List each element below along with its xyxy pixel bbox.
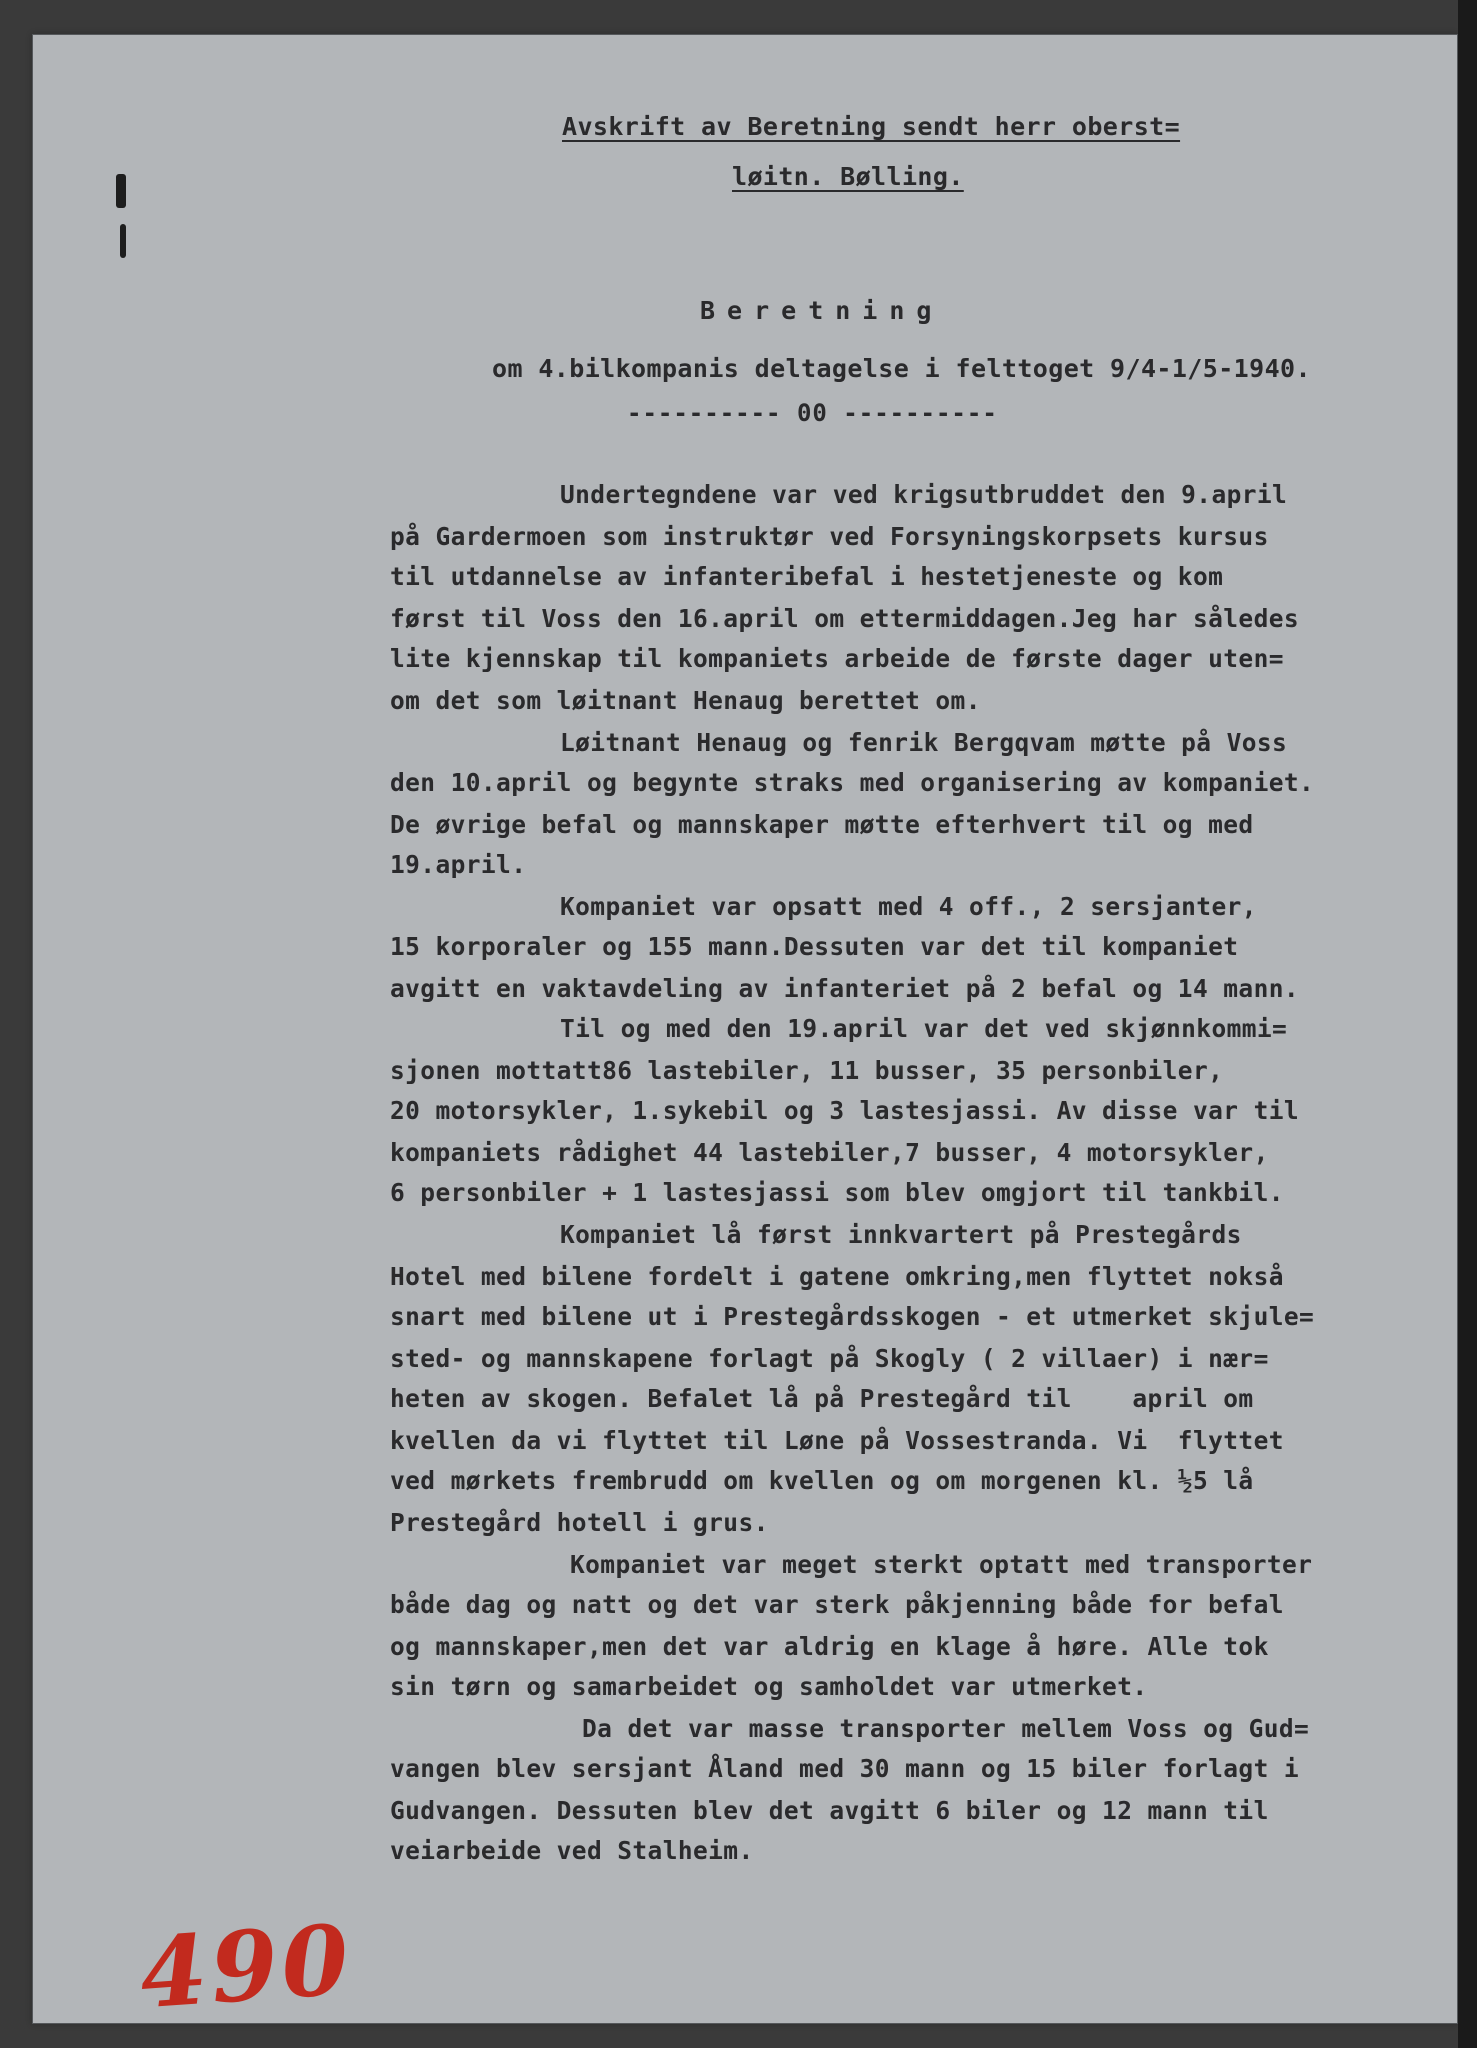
body-line: 20 motorsykler, 1.sykebil og 3 lastesjassi. Av disse var til: [390, 1096, 1300, 1125]
body-line: Undertegndene var ved krigsutbruddet den 9.april: [560, 480, 1288, 509]
heading: Beretning: [700, 296, 944, 325]
body-line: veiarbeide ved Stalheim.: [390, 1836, 754, 1865]
body-line: Kompaniet var meget sterkt optatt med transporter: [570, 1550, 1313, 1579]
document-page: [32, 34, 1458, 2031]
body-line: til utdannelse av infanteribefal i hestetjeneste og kom: [390, 562, 1224, 591]
body-line: sted- og mannskapene forlagt på Skogly ( 2 villaer) i nær=: [390, 1344, 1269, 1373]
body-line: 6 personbiler + 1 lastesjassi som blev omgjort til tankbil.: [390, 1178, 1284, 1207]
body-line: Løitnant Henaug og fenrik Bergqvam møtte på Voss: [560, 728, 1288, 757]
body-line: Kompaniet var opsatt med 4 off., 2 sersjanter,: [560, 892, 1257, 921]
body-line: Prestegård hotell i grus.: [390, 1508, 769, 1537]
body-line: først til Voss den 16.april om ettermiddagen.Jeg har således: [390, 604, 1300, 633]
body-line: heten av skogen. Befalet lå på Prestegård til april om: [390, 1384, 1254, 1413]
body-line: De øvrige befal og mannskaper møtte efterhvert til og med: [390, 810, 1254, 839]
body-line: lite kjennskap til kompaniets arbeide de første dager uten=: [390, 644, 1284, 673]
body-line: både dag og natt og det var sterk påkjenning både for befal: [390, 1590, 1284, 1619]
separator: ---------- 00 ----------: [627, 399, 998, 427]
body-line: Kompaniet lå først innkvartert på Prestegårds: [560, 1220, 1242, 1249]
body-line: sin tørn og samarbeidet og samholdet var utmerket.: [390, 1672, 1148, 1701]
body-line: Til og med den 19.april var det ved skjønnkommi=: [560, 1014, 1288, 1043]
body-line: snart med bilene ut i Prestegårdsskogen - et utmerket skjule=: [390, 1302, 1315, 1331]
body-line: ved mørkets frembrudd om kvellen og om morgenen kl. ½5 lå: [390, 1466, 1254, 1495]
body-line: 15 korporaler og 155 mann.Dessuten var det til kompaniet: [390, 932, 1239, 961]
body-line: og mannskaper,men det var aldrig en klage å høre. Alle tok: [390, 1632, 1269, 1661]
body-line: kvellen da vi flyttet til Løne på Vossestranda. Vi flyttet: [390, 1426, 1284, 1455]
title-line-1: Avskrift av Beretning sendt herr oberst=: [562, 112, 1181, 141]
body-line: Hotel med bilene fordelt i gatene omkring,men flyttet nokså: [390, 1262, 1284, 1291]
scan-edge: [1458, 0, 1477, 2048]
typed-text: [32, 34, 1458, 2024]
body-line: Gudvangen. Dessuten blev det avgitt 6 biler og 12 mann til: [390, 1796, 1269, 1825]
body-line: om det som løitnant Henaug berettet om.: [390, 686, 981, 715]
body-line: på Gardermoen som instruktør ved Forsyningskorpsets kursus: [390, 522, 1269, 551]
handwritten-page-number: 490: [136, 1902, 357, 2031]
body-line: sjonen mottatt86 lastebiler, 11 busser, 35 personbiler,: [390, 1056, 1224, 1085]
title-line-2: løitn. Bølling.: [732, 162, 964, 191]
body-line: Da det var masse transporter mellem Voss og Gud=: [582, 1714, 1310, 1743]
body-line: 19.april.: [390, 850, 527, 879]
body-line: den 10.april og begynte straks med organisering av kompaniet.: [390, 768, 1315, 797]
body-line: kompaniets rådighet 44 lastebiler,7 busser, 4 motorsykler,: [390, 1138, 1269, 1167]
subheading: om 4.bilkompanis deltagelse i felttoget 9/4-1/5-1940.: [492, 354, 1311, 383]
body-line: avgitt en vaktavdeling av infanteriet på 2 befal og 14 mann.: [390, 974, 1300, 1003]
body-line: vangen blev sersjant Åland med 30 mann og 15 biler forlagt i: [390, 1754, 1300, 1783]
